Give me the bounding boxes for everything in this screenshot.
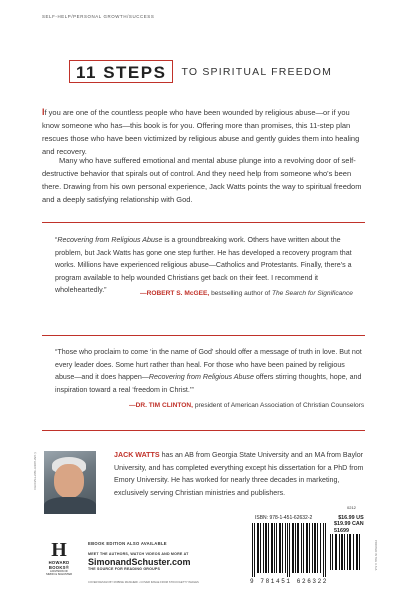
simon-promo-line2: THE SOURCE FOR READING GROUPS [88,567,161,571]
endorser-name: —ROBERT S. McGEE, [140,290,210,297]
publisher-parent: SIMON & SCHUSTER [46,573,72,576]
product-code: 0212 [347,505,356,510]
quote-text: offers stirring thoughts, hope, and inspiration toward a real ‘freedom in Christ.’” [55,373,362,394]
photo-credit: © ANTHONY WATTS/FOTO [33,452,37,490]
publisher-books: BOOKS® [48,565,70,570]
intro-paragraph-1-text: f you are one of the countless people who have been wounded by religious abuse—or if you know someone who has—this book is for you. Offering more than promises, this 11-step plan rescues those who have been victimized by religious abuse and gently guides them into healing and recovery. [42,108,360,156]
printed-in-label: PRINTED IN THE U.S.A. [374,540,378,572]
price-can: $19.99 CAN [334,521,364,527]
title-boxed: 11 STEPS [69,60,173,83]
publisher-logo [44,540,74,576]
cover-title [69,60,332,83]
endorser-book-title: The Search for Significance [271,290,353,297]
quote-book-title: Recovering from Religious Abuse [148,373,254,382]
ebook-note: EBOOK EDITION ALSO AVAILABLE [88,541,167,546]
price-us: $16.99 US [338,515,364,521]
title-rest: TO SPIRITUAL FREEDOM [181,65,333,78]
price-code: 51699 [334,528,349,534]
quote-open-mark: “ [55,236,58,244]
endorser-name: —DR. TIM CLINTON, [129,402,193,409]
cover-credits: COVER DESIGN BY ROBINE MANGIERI • COVER IMAGE FROM STOCK/GETTY IMAGES [88,581,199,584]
price-block [334,515,364,527]
author-bio-text: has an AB from Georgia State University and an MA from Baylor University, and has completed everything except his dissertation for a PhD from Emory University. He has worked for nearly three decades in marketing, exclusively serving Christian ministries and publishers. [114,451,364,497]
drop-cap: I [42,107,45,117]
endorsement-attribution-2 [129,402,364,409]
quote-text-before: “Those who proclaim to come ‘in the name of God’ should offer a message of truth in love. But not every leader does. Some hurt rather than heal. For those who have been pained by religious abuse—and it does happen— [55,348,362,382]
endorsement-quote-2 [55,346,365,396]
isbn-label: ISBN: 978-1-451-62632-2 [255,515,313,521]
barcode-digits: 9 781451 626322 [250,578,329,585]
category-label: SELF-HELP/PERSONAL GROWTH/SUCCESS [42,14,155,19]
author-photo [44,451,96,514]
publisher-division: A DIVISION OF [49,570,68,573]
endorsement-quote-1 [55,234,365,297]
intro-paragraph-2: Many who have suffered emotional and mental abuse plunge into a revolving door of self-destructive behavior that spirals out of control. And they need help from someone who's been there. Drawing from his own personal experience, Jack Watts points the way to spiritual freedom and a deeply satisfying relationship with God. [42,156,362,204]
publisher-name: HOWARD [48,560,70,565]
isbn-barcode [252,523,326,577]
simon-website: SimonandSchuster.com [88,557,191,567]
endorser-desc: president of American Association of Christian Counselors [192,402,365,409]
divider-rule [42,222,365,223]
quote-book-title: Recovering from Religious Abuse [57,236,163,244]
simon-promo-line1: MEET THE AUTHORS, WATCH VIDEOS AND MORE AT [88,552,189,556]
divider-rule [42,335,365,336]
endorser-desc: bestselling author of [209,290,272,297]
divider-rule [42,430,365,431]
price-barcode [330,530,362,570]
author-bio [114,449,366,499]
quote-text: is a groundbreaking work. Others have written about the problem, but Jack Watts has gone one step further. He has developed a recovery program that works. Millions have experienced religious abuse—Catholics and Protestants. Finally, there's a program available to help wounded Christians get back on their feet. I recommend it wholeheartedly.” [55,236,352,295]
publisher-logo-mark: H [51,539,67,561]
endorsement-attribution-1 [140,290,353,297]
intro-paragraph-1 [42,106,365,159]
author-name: JACK WATTS [114,451,160,459]
simon-promo [88,552,213,572]
